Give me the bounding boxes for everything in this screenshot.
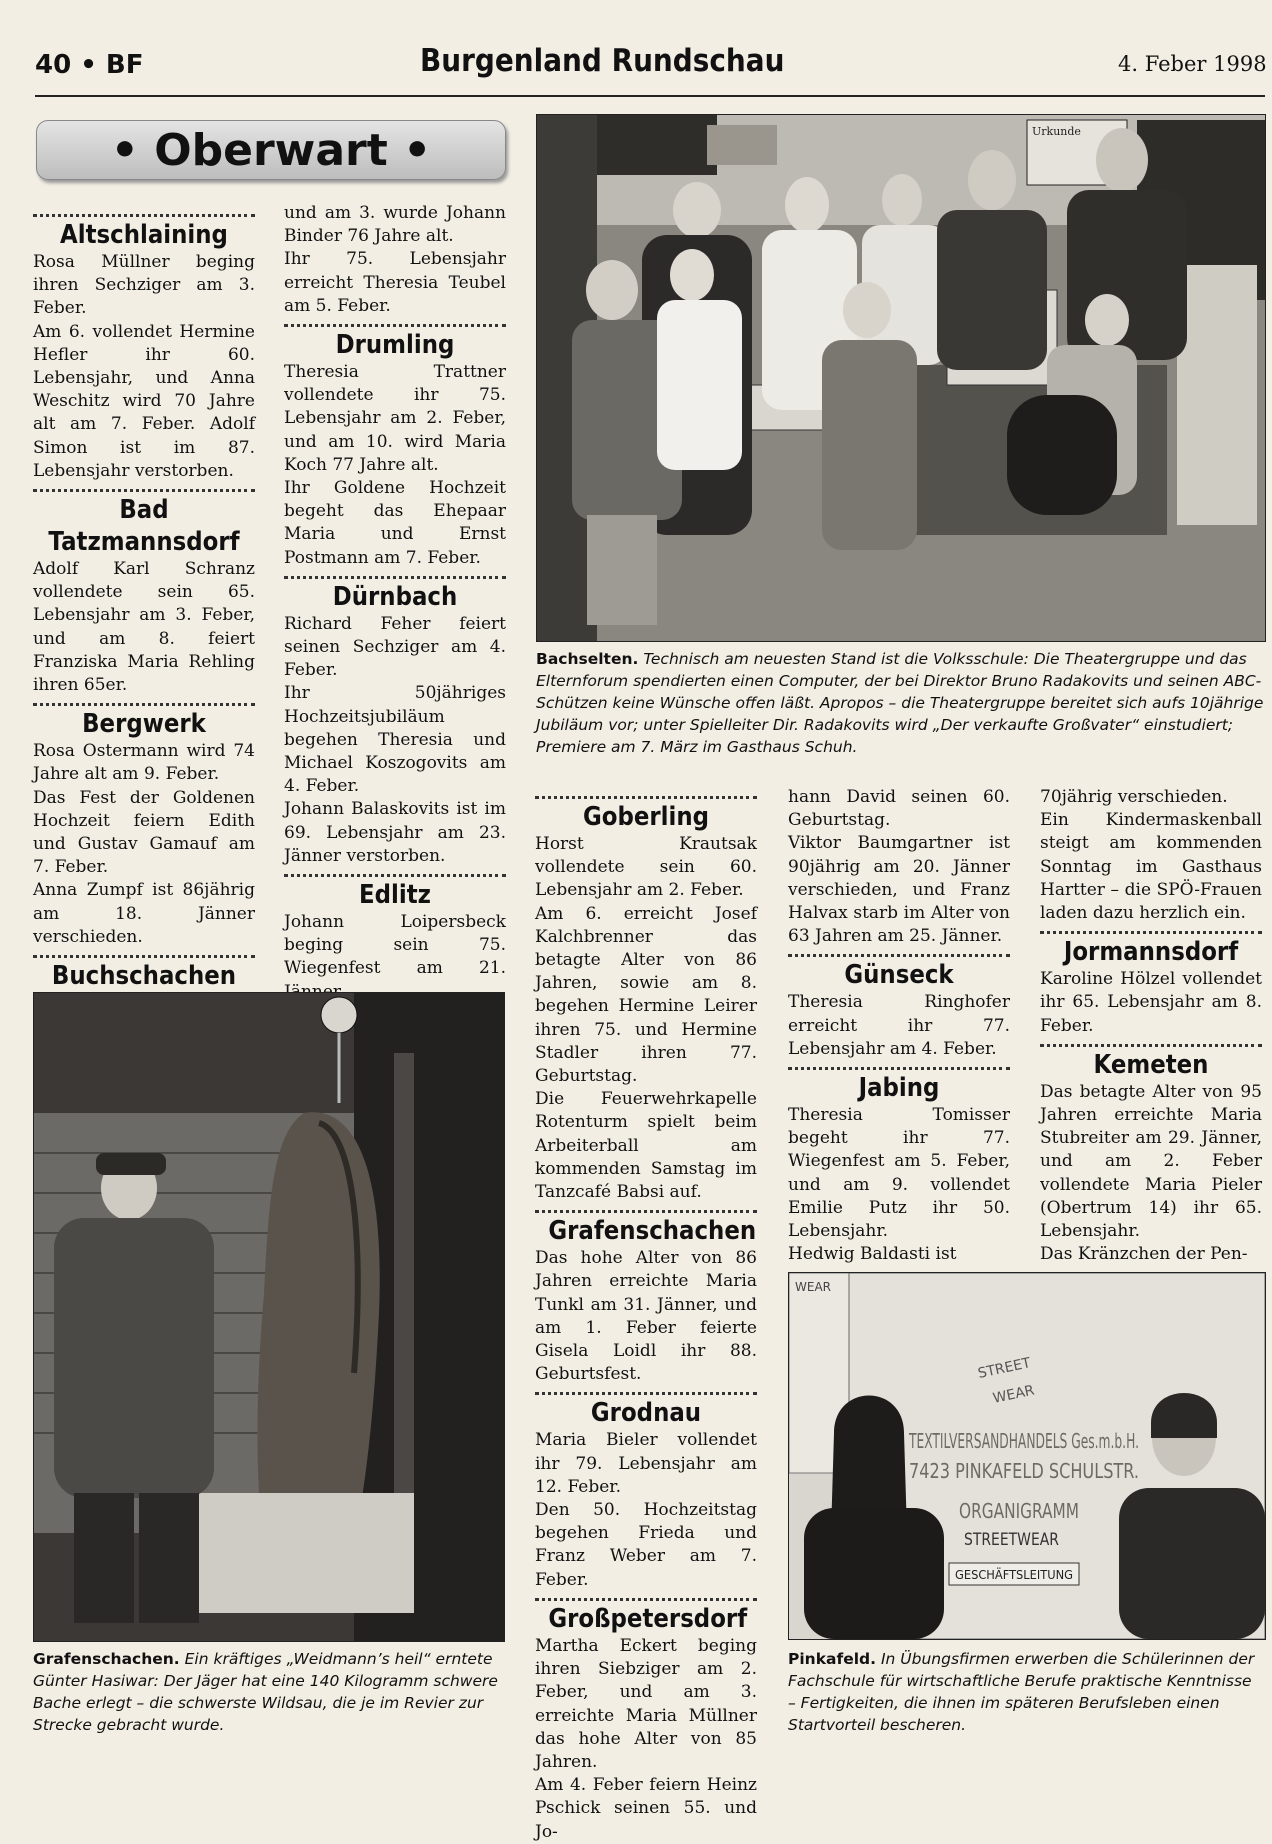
section-grafenschachen [535, 1210, 757, 1386]
poster-text: WEAR [991, 1382, 1036, 1407]
paragraph: Ihr Goldene Hochzeit begeht das Ehepaar Maria und Ernst Postmann am 7. Feber. [284, 478, 506, 568]
caption-bachselten [536, 648, 1264, 758]
section-drumling [284, 324, 506, 570]
section-title: Großpetersdorf [548, 1603, 748, 1634]
paragraph: Johann Balaskovits ist im 69. Lebensjahr am 23. Jänner verstorben. [284, 799, 506, 866]
paragraph: Karoline Hölzel vollendet ihr 65. Lebensjahr am 8. Feber. [1040, 969, 1262, 1036]
newspaper-title: Burgenland Rundschau [420, 43, 785, 79]
column-3 [535, 790, 757, 1844]
photo-pinkafeld [788, 1272, 1266, 1640]
board-text: GESCHÄFTSLEITUNG [955, 1568, 1079, 1582]
paragraph: Horst Krautsak vollendete sein 60. Lebensjahr am 2. Feber. [535, 834, 757, 901]
section-bergwerk [33, 703, 255, 949]
caption-place: Grafenschachen. [33, 1650, 180, 1668]
board-text: ORGANIGRAMM [959, 1499, 1079, 1523]
paragraph: Theresia Tomisser begeht ihr 77. Wiegenfest am 5. Feber, und am 9. vollendet Emilie Putz ihr 50. Lebensjahr. [788, 1105, 1010, 1242]
paragraph: Rosa Ostermann wird 74 Jahre alt am 9. Feber. [33, 741, 255, 785]
poster-text: STREET [976, 1355, 1033, 1382]
caption-grafenschachen [33, 1648, 503, 1736]
section-title: Dürnbach [332, 581, 458, 612]
section-jormannsdorf [1040, 931, 1262, 1038]
section-title: Bad Tatzmannsdorf [48, 495, 240, 558]
column-1 [33, 208, 255, 1062]
region-title: • Oberwart • [110, 124, 432, 176]
column-4 [788, 786, 1010, 1266]
paragraph: Das hohe Alter von 86 Jahren erreichte Maria Tunkl am 31. Jänner, und am 1. Feber feierte Gisela Loidl ihr 88. Geburtsfest. [535, 1248, 757, 1385]
paragraph: Am 6. erreicht Josef Kalchbrenner das betagte Alter von 86 Jahren, sowie am 8. begehen Hermine Leirer ihren 75. und Hermine Stadler ihren 77. Geburtstag. [535, 903, 757, 1087]
paragraph: hann David seinen 60. Geburtstag. [788, 787, 1010, 831]
section-title: Bergwerk [82, 709, 206, 740]
section-goberling [535, 796, 757, 1204]
paragraph: Theresia Trattner vollendete ihr 75. Lebensjahr am 2. Feber, und am 10. wird Maria Koch 77 Jahre alt. [284, 362, 506, 475]
column-5 [1040, 786, 1262, 1266]
paragraph: Ihr 50jähriges Hochzeitsjubiläum begehen Theresia und Michael Koszogovits am 4. Feber. [284, 683, 506, 797]
paragraph: 70jährig verschieden. [1040, 787, 1228, 807]
section-title: Jormannsdorf [1063, 937, 1239, 968]
paragraph: Adolf Karl Schranz vollendete sein 65. Lebensjahr am 3. Feber, und am 8. feiert Franziska Maria Rehling ihren 65er. [33, 559, 255, 696]
caption-place: Pinkafeld. [788, 1650, 877, 1668]
section-altschlaining [33, 214, 255, 483]
paragraph: Maria Bieler vollendet ihr 79. Lebensjahr am 12. Feber. [535, 1430, 757, 1497]
paragraph: Richard Feher feiert seinen Sechziger am 4. Feber. [284, 613, 506, 681]
photo-bachselten-image [537, 115, 1265, 641]
section-title: Altschlaining [60, 220, 228, 250]
section-duernbach [284, 576, 506, 868]
column-2 [284, 202, 506, 1004]
section-jabing [788, 1067, 1010, 1266]
page-number: 40 • BF [35, 50, 144, 80]
caption-place: Bachselten. [536, 650, 639, 668]
photo-pinkafeld-image [789, 1273, 1265, 1639]
paragraph: Johann Loipersbeck beging sein 75. Wiegenfest am 21. [284, 912, 506, 979]
paragraph: Ein Kindermaskenball steigt am kommenden Sonntag im Gasthaus Hartter – die SPÖ-Frauen laden dazu herzlich ein. [1040, 810, 1262, 924]
paragraph: Martha Eckert beging ihren Siebziger am 2. Feber, und am 3. erreichte Maria Müllner das hohe Alter von 85 Jahren. [535, 1635, 757, 1772]
paragraph: Am 4. Feber feiern Heinz Pschick seinen 55. und Jo- [535, 1775, 757, 1842]
section-title: Edlitz [359, 880, 431, 911]
section-title: Grafenschachen [548, 1216, 757, 1247]
paragraph: Am 6. vollendet Hermine Hefler ihr 60. Lebensjahr, und Anna Weschitz wird 70 Jahre alt am 7. Feber. Adolf Simon ist im 87. Lebensjahr verstorben. [33, 321, 255, 481]
section-grosspetersdorf [535, 1598, 757, 1844]
photo-bachselten [536, 114, 1266, 642]
issue-date: 4. Feber 1998 [1118, 52, 1267, 76]
board-text: STREETWEAR [964, 1530, 1060, 1550]
section-title: Günseck [844, 960, 954, 991]
section-title: Drumling [335, 330, 455, 361]
section-title: Goberling [582, 802, 710, 832]
section-title: Buchschachen [51, 961, 237, 992]
paragraph: Das Fest der Goldenen Hochzeit feiern Edith und Gustav Gamauf am 7. Feber. [33, 787, 255, 878]
section-guenseck [788, 954, 1010, 1061]
board-text: 7423 PINKAFELD SCHULSTR. [909, 1459, 1139, 1483]
region-title-box [36, 120, 506, 180]
section-title: Jabing [858, 1073, 940, 1104]
section-title: Kemeten [1093, 1049, 1209, 1080]
paragraph: Hedwig Baldasti ist [788, 1244, 957, 1265]
paragraph: Anna Zumpf ist 86jährig am 18. Jänner verschieden. [33, 880, 255, 947]
paragraph: Den 50. Hochzeitstag begehen Frieda und Franz Weber am 7. Feber. [535, 1500, 757, 1590]
section-kemeten [1040, 1044, 1262, 1267]
section-edlitz [284, 874, 506, 1004]
section-grodnau [535, 1392, 757, 1591]
paragraph: Theresia Ringhofer erreicht ihr 77. Lebensjahr am 4. Feber. [788, 992, 1010, 1059]
caption-text: Technisch am neuesten Stand ist die Volksschule: Die Theatergruppe und das Elternforum spendierten einen Computer, der bei Direktor Bruno Radakovits und seinen ABC-Schützen keine Wünsche offen läßt. Apropos – die Theatergruppe bereitet sich aufs 10jährige Jubiläum vor; unter Spielleiter Dir. Radakovits wird „Der verkaufte Großvater“ einstudiert; Premiere am 7. März im Gasthaus Schuh. [536, 650, 1264, 756]
paragraph: Ihr 75. Lebensjahr erreicht Theresia Teubel am 5. Feber. [284, 249, 506, 316]
caption-text: In Übungsfirmen erwerben die Schülerinnen der Fachschule für wirtschaftliche Berufe praktische Kenntnisse – Fertigkeiten, die ihnen im späteren Berufsleben einen Startvorteil bescheren. [788, 1650, 1255, 1734]
header-rule [35, 95, 1265, 97]
caption-pinkafeld [788, 1648, 1264, 1736]
board-text: TEXTILVERSANDHANDELS Ges.m.b.H. [908, 1429, 1139, 1453]
paragraph: Die Feuerwehrkapelle Rotenturm spielt beim Arbeiterball am kommenden Samstag im Tanzcafé Babsi auf. [535, 1089, 757, 1203]
section-title: Grodnau [590, 1398, 702, 1429]
paragraph: Rosa Müllner beging ihren Sechziger am 3. Feber. [33, 252, 255, 319]
caption-text: Ein kräftiges „Weidmann’s heil“ erntete Günter Hasiwar: Der Jäger hat eine 140 Kilogramm schwere Bache erlegt – die schwerste Wildsau, die je im Revier zur Strecke gebracht wurde. [33, 1650, 498, 1734]
certificate-text: Urkunde [1032, 125, 1081, 138]
paragraph: Viktor Baumgartner ist 90jährig am 20. Jänner verschieden, und Franz Halvax starb im Alter von 63 Jahren am 25. Jänner. [788, 833, 1010, 947]
photo-grafenschachen [33, 992, 505, 1642]
section-bad-tatzmannsdorf [33, 489, 255, 697]
tag-text: WEAR [795, 1280, 831, 1294]
paragraph: Das Kränzchen der Pen- [1040, 1244, 1248, 1265]
paragraph: Das betagte Alter von 95 Jahren erreichte Maria Stubreiter am 29. Jänner, und am 2. Feber vollendete Maria Pieler (Obertrum 14) ihr 65. Lebensjahr. [1040, 1081, 1262, 1242]
photo-grafenschachen-image [34, 993, 504, 1641]
paragraph: und am 3. wurde Johann Binder 76 Jahre alt. [284, 203, 506, 247]
